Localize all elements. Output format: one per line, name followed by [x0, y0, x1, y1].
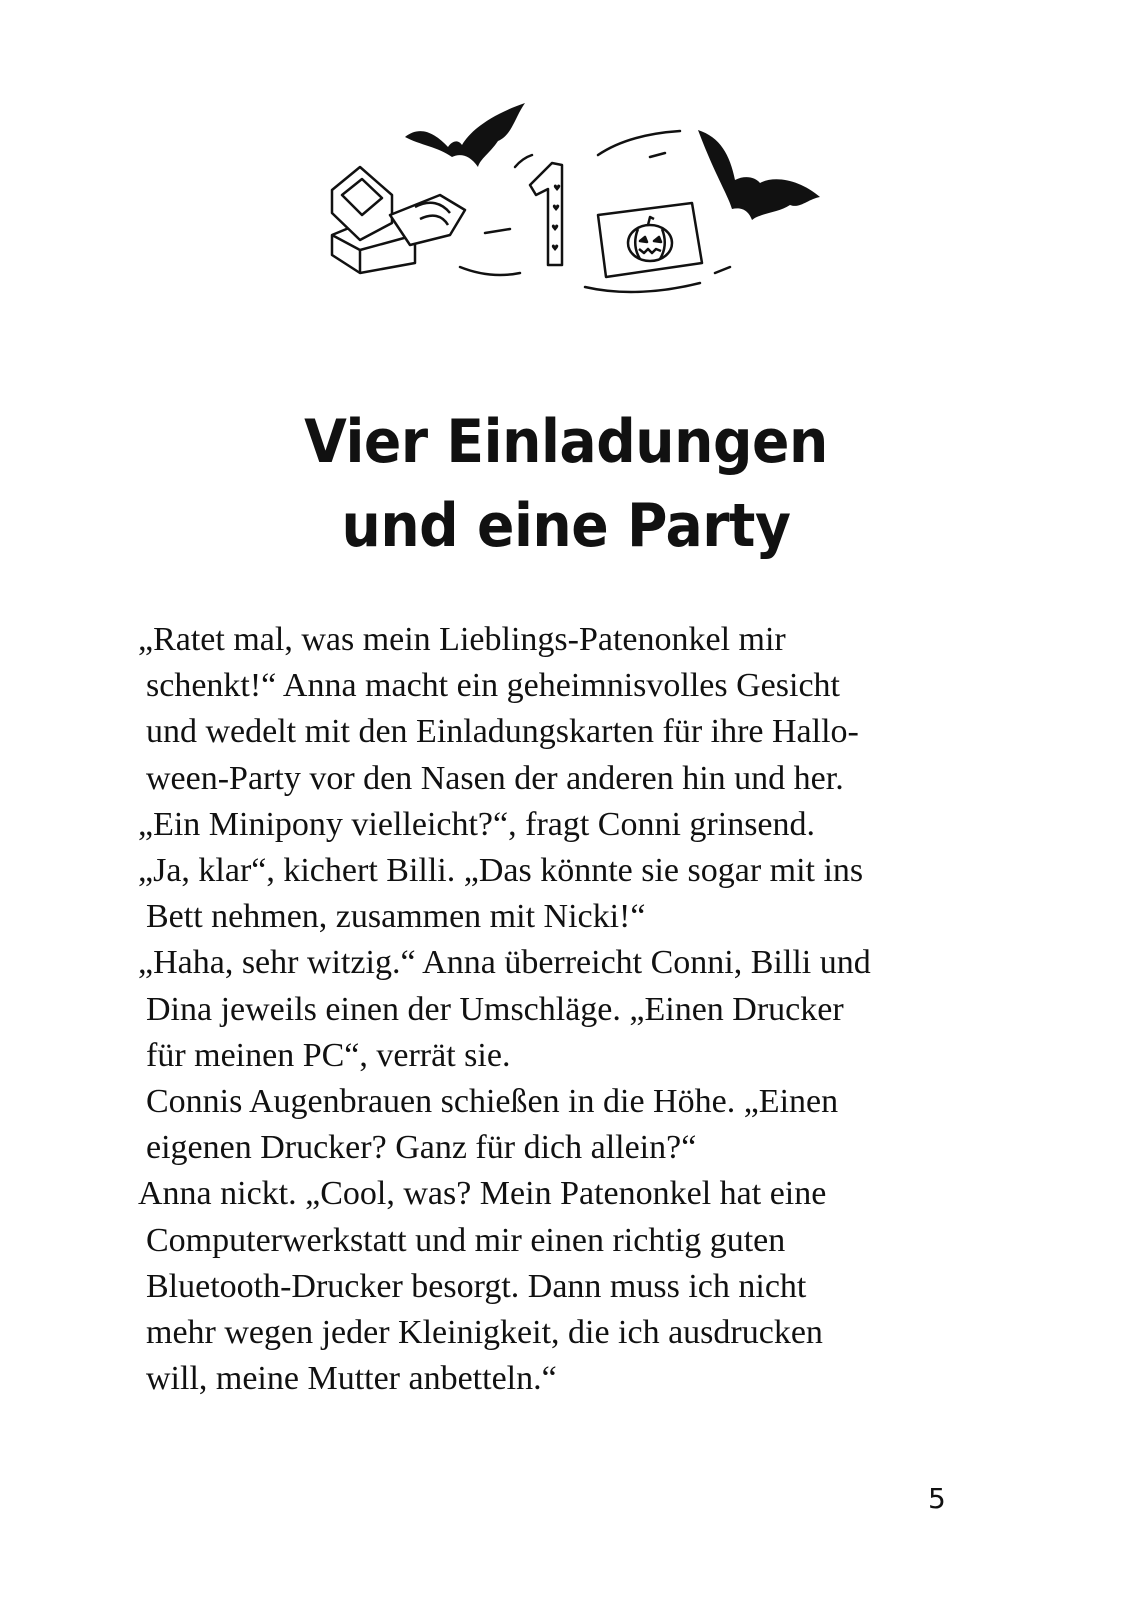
bat-icon [698, 130, 820, 220]
svg-text:♥: ♥ [551, 244, 560, 254]
text-line: Anna nickt. „Cool, was? Mein Patenonkel hat eine [138, 1175, 827, 1213]
text-line: schenkt!“ Anna macht ein geheimnisvolles Gesicht [146, 667, 840, 705]
svg-text:♥: ♥ [551, 224, 560, 234]
body-text [138, 617, 968, 1402]
bat-icon [405, 103, 525, 167]
text-line: „Ein Minipony vielleicht?“, fragt Conni grinsend. [138, 805, 816, 843]
text-line: Connis Augenbrauen schießen in die Höhe. „Einen [146, 1083, 839, 1121]
printer-icon [332, 167, 465, 273]
text-line: für meinen PC“, verrät sie. [146, 1036, 511, 1074]
text-line: eigenen Drucker? Ganz für dich allein?“ [146, 1129, 697, 1167]
text-line: Dina jeweils einen der Umschläge. „Einen Drucker [146, 990, 844, 1028]
chapter-title-line: und eine Party [341, 491, 791, 562]
text-line: ween-Party vor den Nasen der anderen hin und her. [146, 759, 844, 797]
page-number: 5 [928, 1482, 946, 1515]
text-line: und wedelt mit den Einladungskarten für ihre Hallo- [146, 713, 859, 751]
svg-text:♥: ♥ [552, 204, 561, 214]
text-line: „Ja, klar“, kichert Billi. „Das könnte sie sogar mit ins [138, 852, 864, 890]
text-line: Bett nehmen, zusammen mit Nicki!“ [146, 898, 646, 936]
chapter-number-one-icon [530, 163, 562, 265]
text-line: „Haha, sehr witzig.“ Anna überreicht Conni, Billi und [138, 944, 871, 982]
svg-text:♥: ♥ [553, 184, 562, 194]
text-line: will, meine Mutter anbetteln.“ [146, 1360, 557, 1398]
chapter-title [45, 400, 1086, 568]
text-line: Computerwerkstatt und mir einen richtig guten [146, 1221, 786, 1259]
text-line: mehr wegen jeder Kleinigkeit, die ich ausdrucken [146, 1314, 823, 1352]
text-line: Bluetooth-Drucker besorgt. Dann muss ich nicht [146, 1267, 807, 1305]
text-line: „Ratet mal, was mein Lieblings-Patenonkel mir [138, 621, 786, 658]
chapter-illustration [320, 95, 840, 315]
chapter-title-line: Vier Einladungen [304, 407, 828, 478]
pumpkin-invitation-card-icon [598, 203, 702, 277]
